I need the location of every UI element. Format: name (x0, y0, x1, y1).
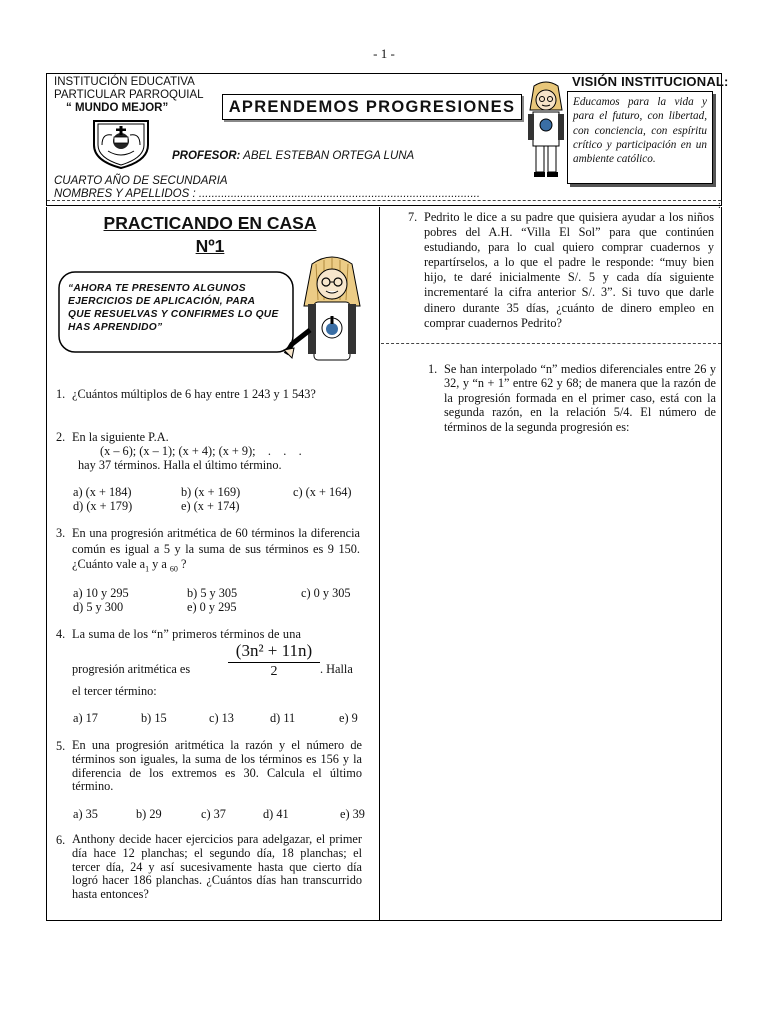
question-sequence: (x – 6); (x – 1); (x + 4); (x + 9); . . . (100, 444, 302, 458)
institution-name: “ MUNDO MEJOR” (66, 102, 169, 114)
question-number: 3. (56, 526, 66, 540)
option-e: e) (x + 174) (181, 499, 240, 513)
fraction (228, 640, 320, 681)
subscript: 60 (169, 564, 178, 574)
question-number: 5. (56, 739, 66, 753)
question-text-mid: y a (149, 557, 170, 571)
option-c: c) 0 y 305 (301, 586, 351, 600)
option-e: e) 9 (339, 711, 358, 725)
option-d: d) 41 (263, 807, 289, 821)
question-5 (56, 739, 366, 824)
question-text (72, 526, 360, 577)
subscript: 1 (145, 564, 150, 574)
speech-text: “AHORA TE PRESENTO ALGUNOS EJERCICIOS DE APLICACIÓN, PARA QUE RESUELVAS Y CONFIRMES LO QUE HAS APRENDIDO” (68, 283, 279, 334)
question-number: 7. (408, 210, 418, 224)
teacher-label: PROFESOR: (172, 150, 241, 162)
question-number: 4. (56, 627, 66, 641)
section-divider (381, 343, 721, 344)
fraction-numerator: (3n² + 11n) (228, 640, 320, 663)
option-e: e) 39 (340, 807, 365, 821)
grade-line: CUARTO AÑO DE SECUNDARIA (54, 175, 228, 187)
option-b: b) 15 (141, 711, 167, 725)
option-d: d) (x + 179) (73, 499, 133, 513)
question-number: 6. (56, 833, 66, 847)
option-a: a) 17 (73, 711, 98, 725)
margin-mark: : (718, 200, 721, 211)
option-b: b) 5 y 305 (187, 586, 238, 600)
question-text: Pedrito le dice a su padre que quisiera ayudar a los niños pobres del A.H. “Villa El Sol” para que continúen estudiando, para lo cual quiero comprar cuadernos y repartírselos, a lo que el padre le responde: “muy bien hijo, te daré inicialmente S/. 5 y cada día siguiente incrementaré la cifra anterior S/. 3”. Si tuvo que darle dinero durante 35 días, ¿cuánto de dinero empleo en comprar cuadernos Pedrito? (424, 210, 714, 330)
teacher-line (172, 150, 414, 162)
fraction-denominator: 2 (270, 664, 278, 679)
option-d: d) 11 (270, 711, 296, 725)
institution-line1: INSTITUCIÓN EDUCATIVA (54, 76, 195, 88)
option-d: d) 5 y 300 (73, 600, 124, 614)
vision-title: VISIÓN INSTITUCIONAL: (572, 74, 729, 89)
option-c: c) 37 (201, 807, 226, 821)
question-4 (56, 627, 366, 727)
header-divider (47, 200, 721, 201)
question-text-main: En una progresión aritmética de 60 términos la diferencia común es igual a 5 y la suma de sus términos es 9 150. ¿Cuánto vale a (72, 526, 360, 571)
question-text: ¿Cuántos múltiplos de 6 hay entre 1 243 y 1 543? (72, 387, 316, 401)
question-text: Se han interpolado “n” medios diferenciales entre 26 y 32, y “n + 1” entre 62 y 68; de manera que la razón de la progresión formada en el primer caso, está con la segunda razón, en la relación 5/4. El número de términos de la segunda progresión es: (444, 362, 716, 434)
question-text: el tercer término: (72, 684, 157, 698)
page-title: APRENDEMOS PROGRESIONES (222, 94, 522, 120)
option-a: a) (x + 184) (73, 485, 132, 499)
school-crest-icon (90, 115, 152, 170)
option-a: a) 10 y 295 (73, 586, 129, 600)
section-title-line1: PRACTICANDO EN CASA (103, 213, 317, 233)
question-6 (56, 833, 366, 908)
question-text: Anthony decide hacer ejercicios para adelgazar, el primer día hace 12 planchas; el segundo día, 18 planchas; el tercer día, 24 y así sucesivamente hasta que cierto día logró hacer 186 planchas. ¿Cuántos días han transcurrido hasta entonces? (72, 832, 362, 902)
question-text: En una progresión aritmética la razón y el número de términos son iguales, la suma de los términos es 156 y la diferencia de los extremos es 30. Calcula el último término. (72, 738, 362, 794)
question-text: progresión aritmética es (72, 662, 191, 676)
option-e: e) 0 y 295 (187, 600, 237, 614)
question-text: . Halla (320, 662, 353, 676)
question-text: hay 37 términos. Halla el último término. (78, 458, 282, 472)
question-number: 2. (56, 430, 66, 444)
question-3 (56, 526, 366, 616)
question-2 (56, 430, 366, 515)
teacher-name: ABEL ESTEBAN ORTEGA LUNA (243, 150, 415, 162)
question-7 (408, 210, 714, 335)
option-c: c) 13 (209, 711, 234, 725)
question-number: 1. (428, 362, 438, 376)
question-text: La suma de los “n” primeros términos de una (72, 627, 302, 641)
page-number: - 1 - (373, 46, 395, 61)
section-title-line2: Nº1 (195, 236, 225, 256)
mascot-pointing-icon (282, 250, 378, 374)
question-text-end: ? (177, 557, 187, 571)
mascot-icon (520, 80, 572, 180)
option-a: a) 35 (73, 807, 98, 821)
vision-statement: Educamos para la vida y para el futuro, con libertad, con conciencia, con espíritu crítico y participación en un ambiente católico. (567, 91, 713, 184)
option-c: c) (x + 164) (293, 485, 352, 499)
option-b: b) 29 (136, 807, 162, 821)
question-8 (428, 362, 716, 452)
question-number: 1. (56, 387, 66, 401)
question-text: En la siguiente P.A. (72, 430, 169, 444)
option-b: b) (x + 169) (181, 485, 241, 499)
institution-line2: PARTICULAR PARROQUIAL (54, 89, 204, 101)
names-field: NOMBRES Y APELLIDOS : ........................................................................................ (54, 188, 481, 200)
